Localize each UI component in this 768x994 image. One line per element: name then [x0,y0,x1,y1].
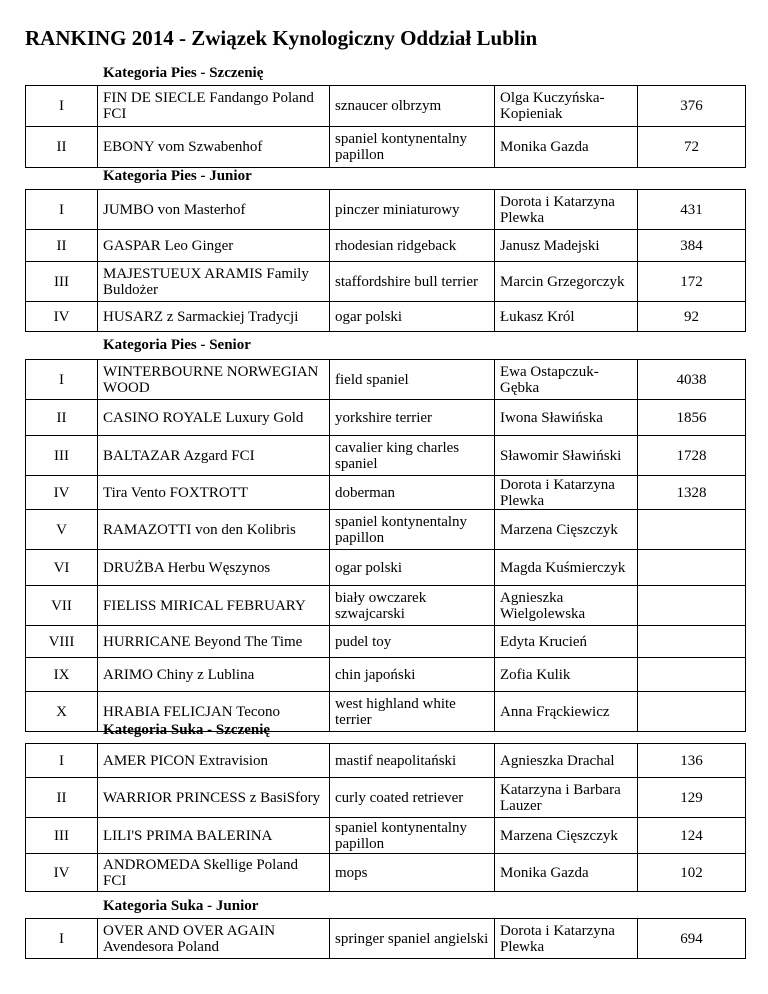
rank-cell: IX [26,658,98,692]
dog-name-cell: ANDROMEDA Skellige Poland FCI [98,854,330,892]
rank-cell: I [26,919,98,959]
breed-cell: spaniel kontynentalny papillon [330,127,495,168]
owner-cell: Olga Kuczyńska-Kopieniak [495,86,638,127]
points-cell: 384 [638,230,746,262]
points-cell: 431 [638,190,746,230]
ranking-table [25,359,746,732]
owner-cell: Agnieszka Drachal [495,744,638,778]
table-row [26,626,746,658]
breed-cell: chin japoński [330,658,495,692]
rank-cell: I [26,744,98,778]
section-heading: Kategoria Suka - Szczenię [103,722,271,738]
rank-cell: V [26,510,98,550]
points-cell: 1328 [638,476,746,510]
dog-name-cell: RAMAZOTTI von den Kolibris [98,510,330,550]
rank-cell: II [26,778,98,818]
owner-cell: Marzena Cięszczyk [495,510,638,550]
rank-cell: VIII [26,626,98,658]
rank-cell: IV [26,854,98,892]
points-cell: 72 [638,127,746,168]
table-row [26,190,746,230]
breed-cell: rhodesian ridgeback [330,230,495,262]
breed-cell: cavalier king charles spaniel [330,436,495,476]
points-cell: 1728 [638,436,746,476]
dog-name-cell: OVER AND OVER AGAIN Avendesora Poland [98,919,330,959]
dog-name-cell: AMER PICON Extravision [98,744,330,778]
points-cell: 124 [638,818,746,854]
dog-name-cell: FIELISS MIRICAL FEBRUARY [98,586,330,626]
dog-name-cell: DRUŻBA Herbu Węszynos [98,550,330,586]
section-heading: Kategoria Pies - Senior [103,337,251,353]
rank-cell: III [26,818,98,854]
points-cell: 129 [638,778,746,818]
rank-cell: II [26,400,98,436]
owner-cell: Sławomir Sławiński [495,436,638,476]
points-cell: 376 [638,86,746,127]
points-cell: 92 [638,302,746,332]
points-cell [638,510,746,550]
rank-cell: IV [26,302,98,332]
rank-cell: II [26,127,98,168]
dog-name-cell: Tira Vento FOXTROTT [98,476,330,510]
points-cell [638,692,746,732]
breed-cell: curly coated retriever [330,778,495,818]
breed-cell: doberman [330,476,495,510]
points-cell: 4038 [638,360,746,400]
table-row [26,400,746,436]
table-row [26,262,746,302]
dog-name-cell: CASINO ROYALE Luxury Gold [98,400,330,436]
breed-cell: staffordshire bull terrier [330,262,495,302]
rank-cell: III [26,262,98,302]
ranking-table [25,918,746,959]
owner-cell: Katarzyna i Barbara Lauzer [495,778,638,818]
rank-cell: I [26,86,98,127]
dog-name-cell: JUMBO von Masterhof [98,190,330,230]
table-row [26,360,746,400]
rank-cell: IV [26,476,98,510]
dog-name-cell: LILI'S PRIMA BALERINA [98,818,330,854]
breed-cell: mops [330,854,495,892]
owner-cell: Edyta Krucień [495,626,638,658]
table-row [26,436,746,476]
rank-cell: II [26,230,98,262]
ranking-table [25,743,746,892]
table-row [26,658,746,692]
table-row [26,919,746,959]
points-cell [638,658,746,692]
table-row [26,230,746,262]
owner-cell: Monika Gazda [495,127,638,168]
table-row [26,127,746,168]
breed-cell: spaniel kontynentalny papillon [330,510,495,550]
dog-name-cell: FIN DE SIECLE Fandango Poland FCI [98,86,330,127]
owner-cell: Marzena Cięszczyk [495,818,638,854]
owner-cell: Magda Kuśmierczyk [495,550,638,586]
dog-name-cell: WINTERBOURNE NORWEGIAN WOOD [98,360,330,400]
breed-cell: field spaniel [330,360,495,400]
dog-name-cell: WARRIOR PRINCESS z BasiSfory [98,778,330,818]
owner-cell: Monika Gazda [495,854,638,892]
rank-cell: X [26,692,98,732]
owner-cell: Zofia Kulik [495,658,638,692]
section-heading: Kategoria Pies - Szczenię [103,65,264,81]
table-row [26,86,746,127]
table-row [26,476,746,510]
rank-cell: I [26,190,98,230]
points-cell: 172 [638,262,746,302]
points-cell: 1856 [638,400,746,436]
table-row [26,510,746,550]
rank-cell: I [26,360,98,400]
owner-cell: Marcin Grzegorczyk [495,262,638,302]
dog-name-cell: HRABIA FELICJAN Tecono [98,692,330,732]
breed-cell: ogar polski [330,302,495,332]
points-cell [638,586,746,626]
owner-cell: Ewa Ostapczuk-Gębka [495,360,638,400]
breed-cell: yorkshire terrier [330,400,495,436]
breed-cell: biały owczarek szwajcarski [330,586,495,626]
points-cell [638,626,746,658]
dog-name-cell: HURRICANE Beyond The Time [98,626,330,658]
dog-name-cell: ARIMO Chiny z Lublina [98,658,330,692]
rank-cell: VI [26,550,98,586]
breed-cell: west highland white terrier [330,692,495,732]
ranking-table [25,189,746,332]
page-title: RANKING 2014 - Związek Kynologiczny Oddział Lublin [25,26,538,50]
points-cell: 136 [638,744,746,778]
table-row [26,818,746,854]
owner-cell: Dorota i Katarzyna Plewka [495,919,638,959]
breed-cell: springer spaniel angielski [330,919,495,959]
owner-cell: Anna Frąckiewicz [495,692,638,732]
section-heading: Kategoria Pies - Junior [103,168,252,184]
dog-name-cell: HUSARZ z Sarmackiej Tradycji [98,302,330,332]
breed-cell: pudel toy [330,626,495,658]
points-cell [638,550,746,586]
points-cell: 694 [638,919,746,959]
dog-name-cell: GASPAR Leo Ginger [98,230,330,262]
owner-cell: Agnieszka Wielgolewska [495,586,638,626]
breed-cell: pinczer miniaturowy [330,190,495,230]
dog-name-cell: MAJESTUEUX ARAMIS Family Buldożer [98,262,330,302]
breed-cell: sznaucer olbrzym [330,86,495,127]
owner-cell: Dorota i Katarzyna Plewka [495,476,638,510]
ranking-table [25,85,746,168]
breed-cell: mastif neapolitański [330,744,495,778]
table-row [26,744,746,778]
owner-cell: Łukasz Król [495,302,638,332]
owner-cell: Iwona Sławińska [495,400,638,436]
owner-cell: Janusz Madejski [495,230,638,262]
dog-name-cell: BALTAZAR Azgard FCI [98,436,330,476]
points-cell: 102 [638,854,746,892]
table-row [26,586,746,626]
section-heading: Kategoria Suka - Junior [103,898,259,914]
table-row [26,854,746,892]
table-row [26,550,746,586]
rank-cell: III [26,436,98,476]
breed-cell: ogar polski [330,550,495,586]
owner-cell: Dorota i Katarzyna Plewka [495,190,638,230]
rank-cell: VII [26,586,98,626]
table-row [26,778,746,818]
table-row [26,302,746,332]
breed-cell: spaniel kontynentalny papillon [330,818,495,854]
dog-name-cell: EBONY vom Szwabenhof [98,127,330,168]
